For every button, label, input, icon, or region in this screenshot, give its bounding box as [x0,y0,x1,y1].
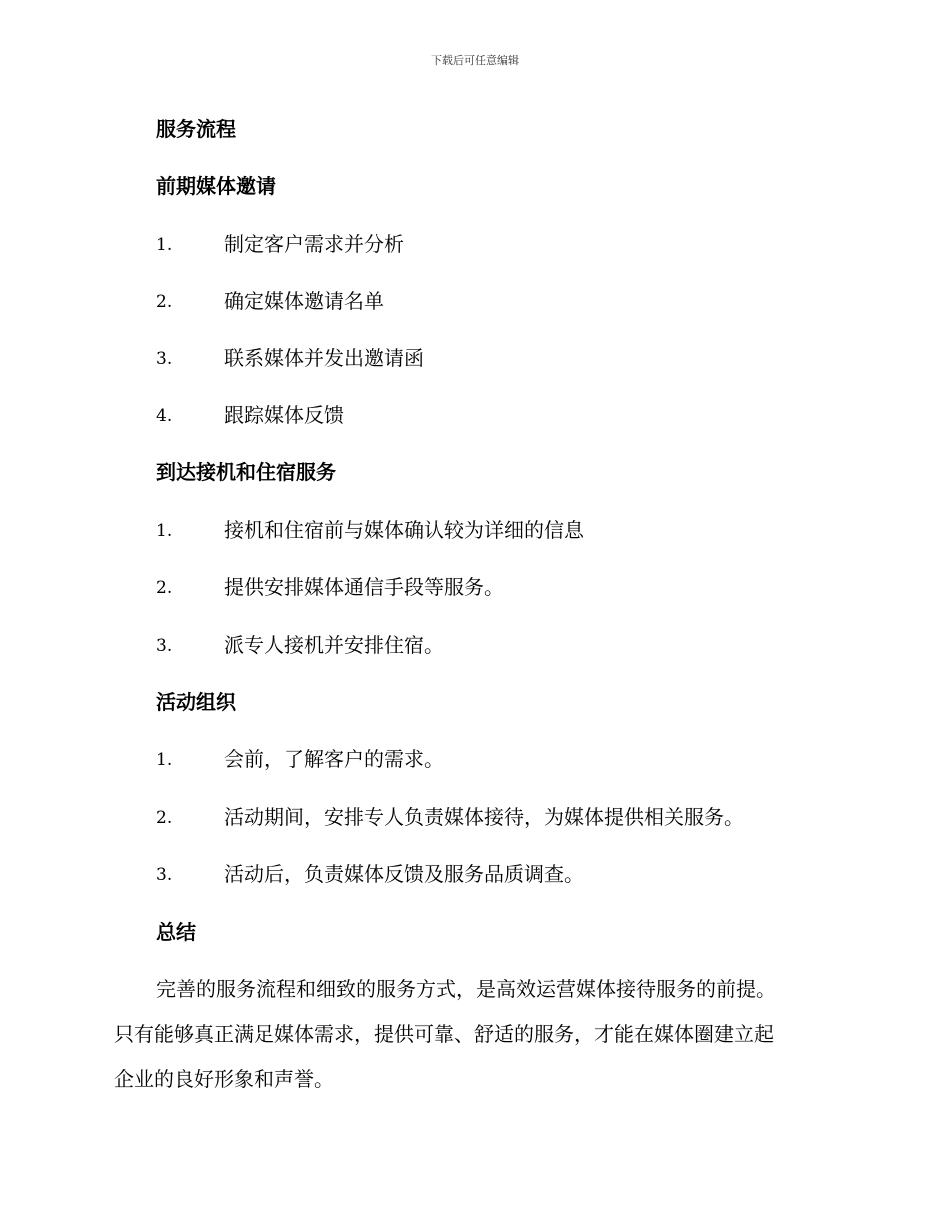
summary-paragraph-line: 企业的良好形象和声誉。 [114,1067,334,1091]
list-item-text: 确定媒体邀请名单 [224,289,384,313]
section-heading-event-organization: 活动组织 [156,690,236,714]
section-heading-media-invitation: 前期媒体邀请 [156,174,276,198]
list-item-text: 联系媒体并发出邀请函 [224,346,424,370]
header-note: 下载后可任意编辑 [431,54,519,67]
list-item-number: 1. [156,521,173,541]
list-item-text: 跟踪媒体反馈 [224,403,344,427]
list-item-number: 2. [156,292,173,312]
list-item-number: 1. [156,750,173,770]
list-item-number: 3. [156,636,173,656]
list-item-number: 3. [156,349,173,369]
list-item-text: 提供安排媒体通信手段等服务。 [224,575,504,599]
list-item-text: 活动期间，安排专人负责媒体接待，为媒体提供相关服务。 [224,805,744,829]
list-item-text: 活动后，负责媒体反馈及服务品质调查。 [224,862,584,886]
list-item-text: 派专人接机并安排住宿。 [224,633,444,657]
list-item-number: 1. [156,235,173,255]
list-item-number: 4. [156,406,173,426]
section-heading-summary: 总结 [156,920,196,944]
list-item-text: 会前，了解客户的需求。 [224,747,444,771]
section-heading-arrival-service: 到达接机和住宿服务 [156,460,336,484]
summary-paragraph-line: 只有能够真正满足媒体需求，提供可靠、舒适的服务，才能在媒体圈建立起 [114,1022,774,1046]
page-title: 服务流程 [156,117,236,141]
list-item-number: 3. [156,865,173,885]
list-item-text: 制定客户需求并分析 [224,232,404,256]
list-item-number: 2. [156,808,173,828]
summary-paragraph-line: 完善的服务流程和细致的服务方式，是高效运营媒体接待服务的前提。 [156,977,776,1001]
list-item-text: 接机和住宿前与媒体确认较为详细的信息 [224,518,584,542]
list-item-number: 2. [156,578,173,598]
